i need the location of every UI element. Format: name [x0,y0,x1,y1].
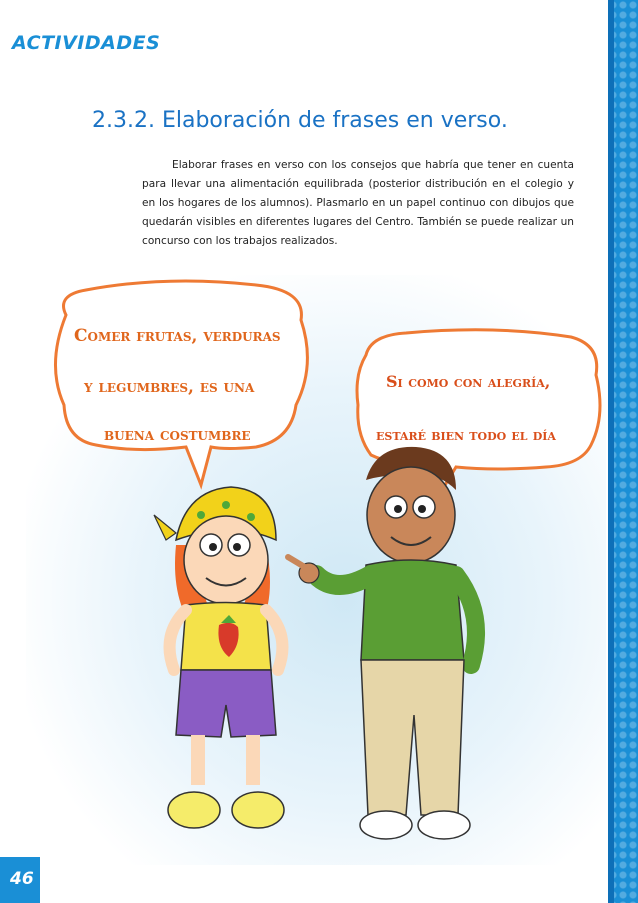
right-bubble-line-1: Si como con alegría, [386,372,551,391]
page-number: 46 [10,869,34,889]
boy-character [288,447,476,839]
left-bubble-line-1: Comer frutas, verduras [74,326,281,346]
kids-illustration [26,275,606,865]
paragraph-text: Elaborar frases en verso con los consejos que habría que tener en cuenta para llevar una alimentación equilibrada (posterior distribución en el colegio y en los hogares de los alumnos). Plasmarlo en un papel continuo con dibujos que quedarán visibles en diferentes lugares del Centro. También se puede realizar un concurso con los trabajos realizados. [142,159,574,247]
left-bubble-line-2: y legumbres, es una [84,377,255,397]
girl-character [154,487,284,828]
body-paragraph [142,156,574,251]
page-heading: 2.3.2. Elaboración de frases en verso. [92,108,508,133]
left-bubble-line-3: buena costumbre [104,425,251,445]
section-label: ACTIVIDADES [12,32,161,54]
illustration-svg [26,275,606,865]
right-bubble-line-2: estaré bien todo el día [376,426,556,444]
page-number-block [0,857,40,903]
decorative-side-strip [608,0,638,903]
